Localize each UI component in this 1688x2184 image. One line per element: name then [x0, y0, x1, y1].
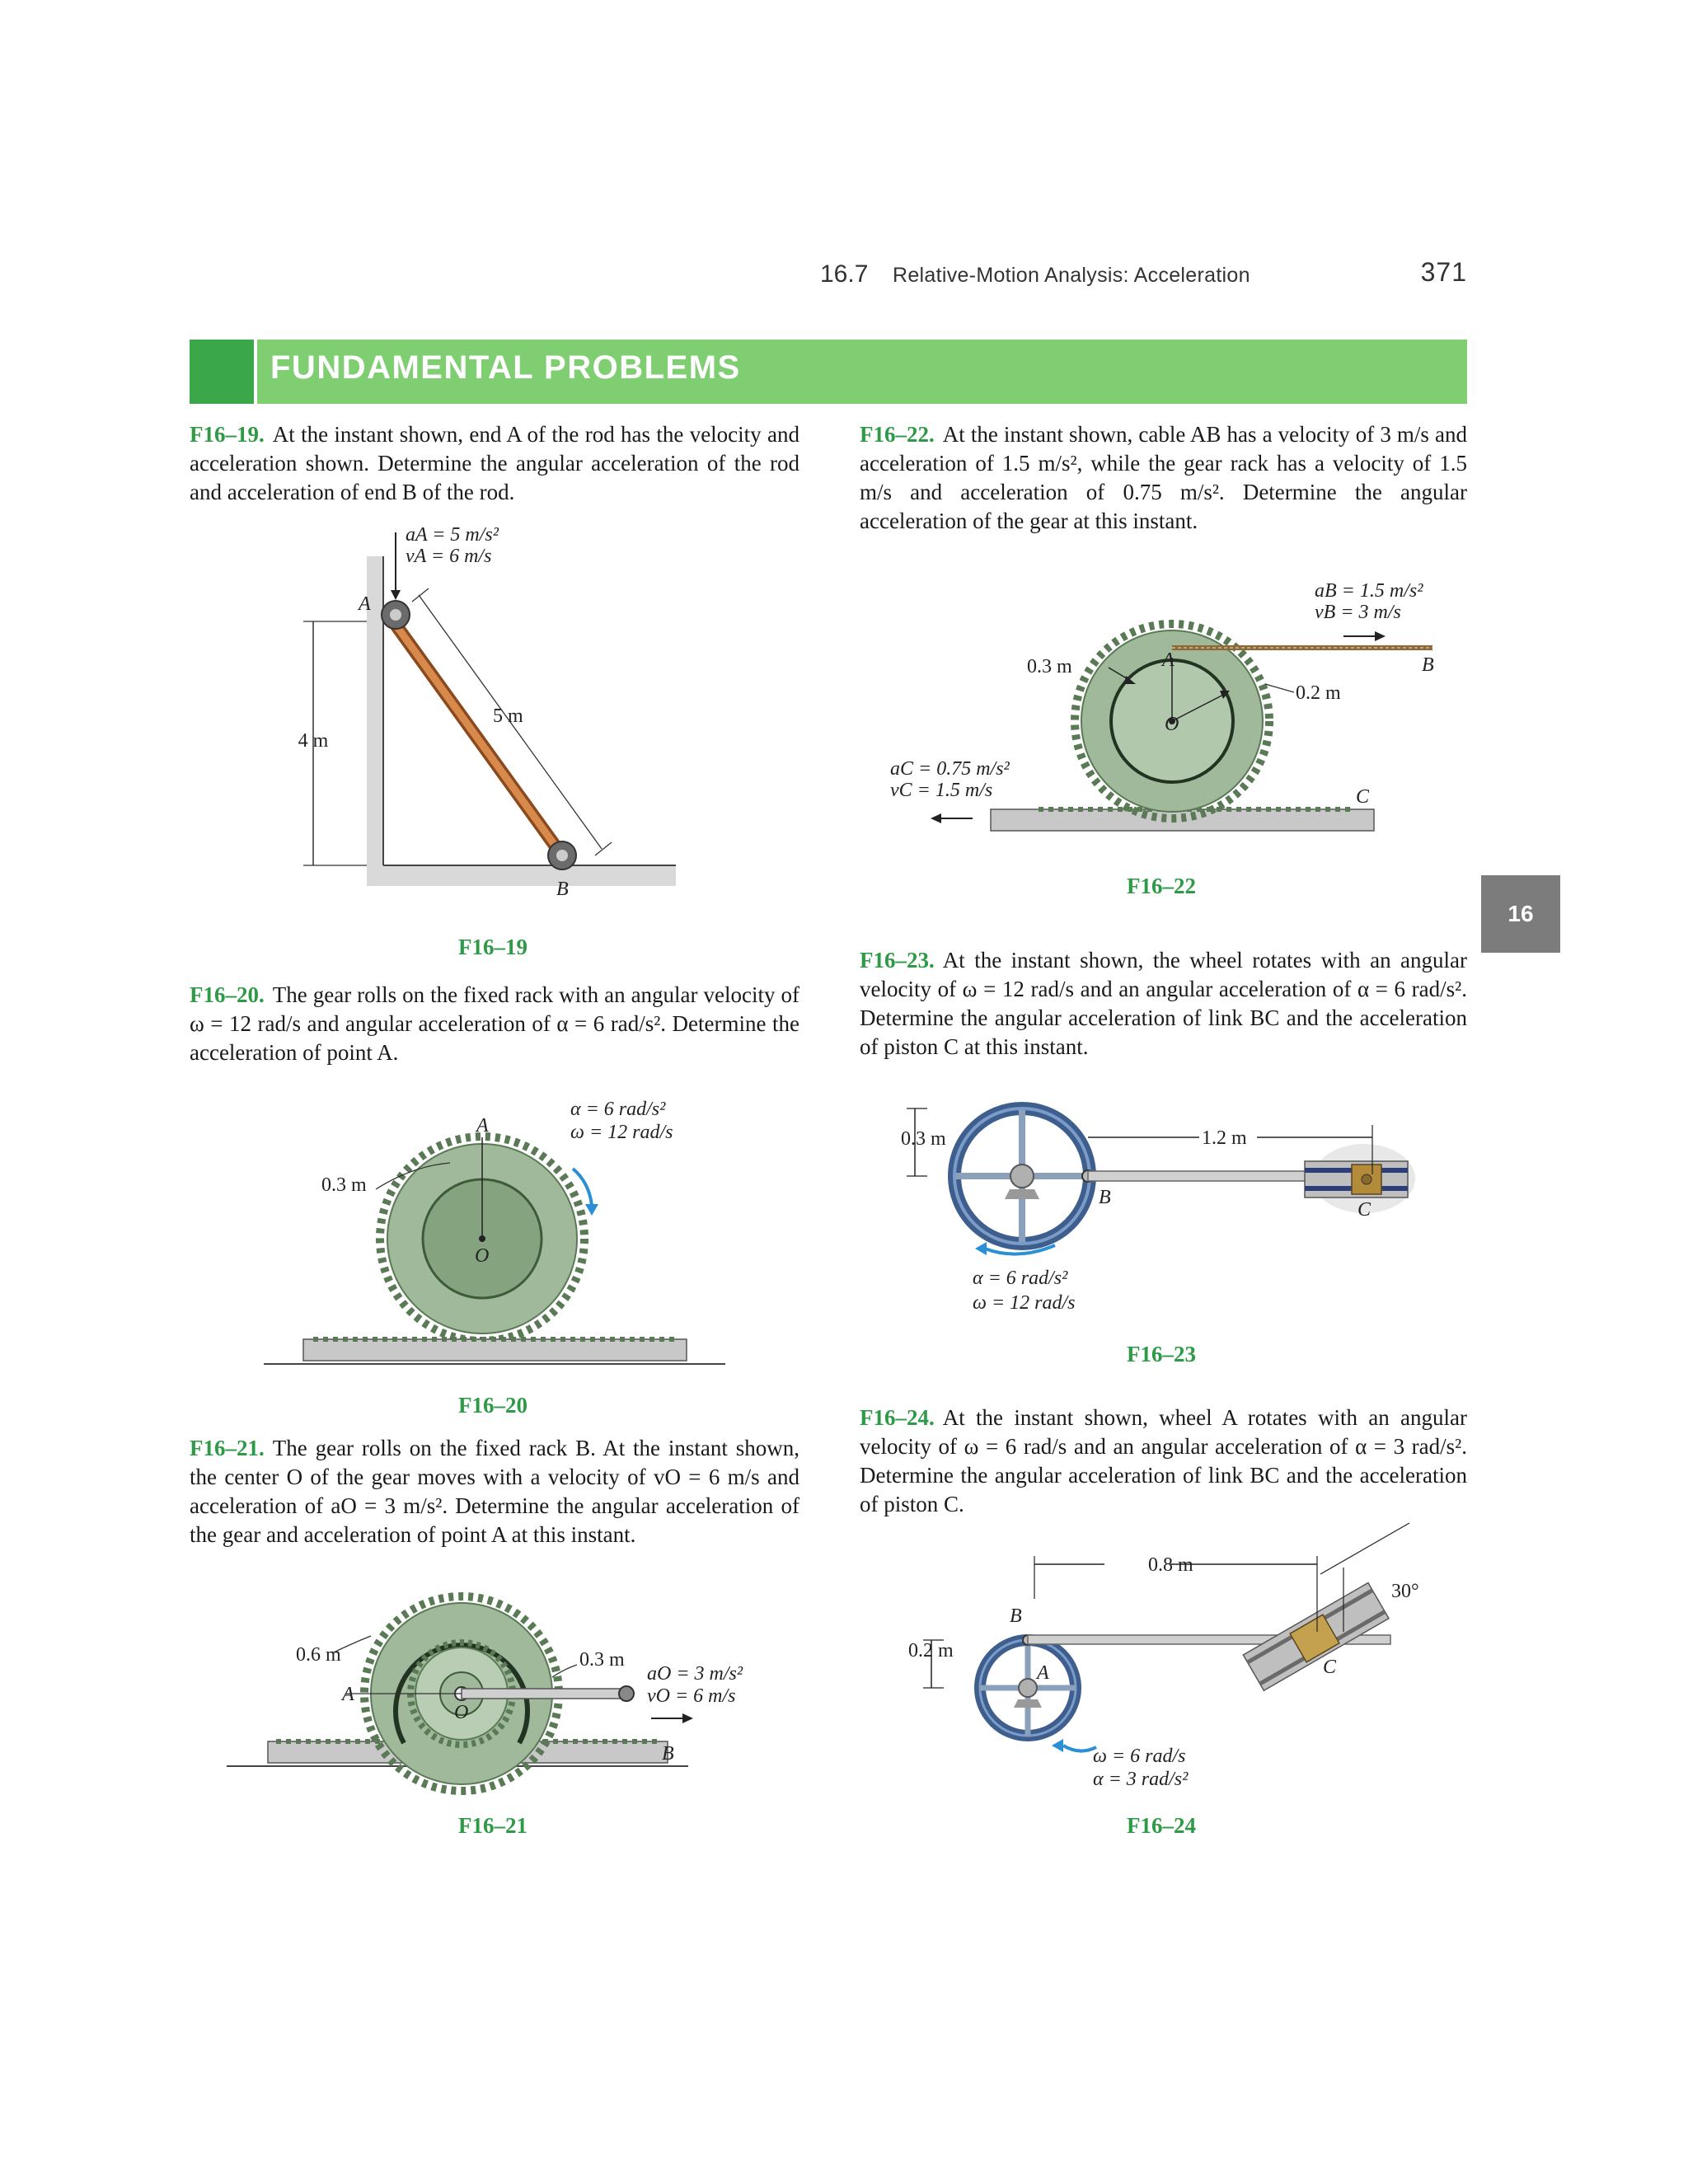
- label-r1: 0.6 m: [296, 1644, 341, 1666]
- label-length: 0.8 m: [1148, 1554, 1193, 1576]
- label-height: 4 m: [298, 730, 329, 752]
- label-aA: aA = 5 m/s²: [406, 524, 499, 546]
- figure-f16-23: [894, 1092, 1430, 1323]
- problem-f16-20: [190, 981, 799, 1067]
- section-number: 16.7: [820, 260, 869, 288]
- problem-text: At the instant shown, end A of the rod has the velocity and acceleration shown. Determine the angular acceleration of the rod and acceleration of end B of the rod.: [190, 422, 799, 504]
- label-r2: 0.3 m: [579, 1649, 625, 1671]
- label-O: O: [454, 1702, 469, 1723]
- problem-f16-24: [860, 1404, 1467, 1519]
- label-C: C: [1323, 1657, 1337, 1678]
- problem-id: F16–24.: [860, 1405, 935, 1430]
- label-C: C: [1356, 786, 1370, 808]
- banner-tab: [190, 340, 254, 404]
- label-vO: vO = 6 m/s: [647, 1685, 736, 1707]
- problem-id: F16–21.: [190, 1436, 265, 1460]
- label-B: B: [1010, 1605, 1022, 1627]
- label-A: A: [1037, 1662, 1049, 1684]
- label-alpha: α = 3 rad/s²: [1093, 1769, 1189, 1790]
- problem-f16-23: [860, 946, 1467, 1062]
- label-B: B: [1099, 1187, 1111, 1208]
- problem-text: The gear rolls on the fixed rack with an angular velocity of ω = 12 rad/s and angular acceleration of α = 6 rad/s². Determine the acceleration of point A.: [190, 982, 799, 1065]
- problem-id: F16–22.: [860, 422, 935, 447]
- figure-f16-24: [898, 1549, 1442, 1805]
- problem-f16-21: [190, 1434, 799, 1549]
- label-B: B: [1422, 654, 1434, 676]
- label-aB: aB = 1.5 m/s²: [1315, 580, 1423, 602]
- running-header: [820, 257, 1467, 295]
- caption-f16-22: F16–22: [1127, 874, 1196, 898]
- caption-f16-23: F16–23: [1127, 1342, 1196, 1366]
- figure-f16-22: [882, 569, 1459, 853]
- problem-f16-22: [860, 420, 1467, 536]
- label-length: 1.2 m: [1202, 1127, 1247, 1149]
- problem-id: F16–20.: [190, 982, 265, 1007]
- label-vB: vB = 3 m/s: [1315, 602, 1401, 623]
- page-number: 371: [1420, 257, 1467, 287]
- label-vA: vA = 6 m/s: [406, 546, 492, 567]
- label-A: A: [342, 1684, 354, 1705]
- caption-f16-19: F16–19: [458, 935, 528, 959]
- label-r2: 0.2 m: [1296, 682, 1341, 704]
- problem-id: F16–23.: [860, 948, 935, 972]
- label-angle: 30°: [1391, 1581, 1419, 1602]
- section-title: Relative-Motion Analysis: Acceleration: [893, 264, 1250, 287]
- figure-f16-19: [297, 519, 692, 907]
- label-length: 5 m: [493, 705, 523, 727]
- label-A: A: [1162, 649, 1175, 671]
- problem-text: At the instant shown, wheel A rotates with an angular velocity of ω = 6 rad/s and an angular acceleration of α = 3 rad/s². Determine the angular acceleration of link BC and the acceleration of piston C.: [860, 1405, 1467, 1516]
- label-O: O: [475, 1245, 490, 1267]
- label-O: O: [1165, 714, 1179, 735]
- link-bar: [462, 1689, 626, 1699]
- label-alpha: α = 6 rad/s²: [570, 1099, 666, 1120]
- label-C: C: [1357, 1199, 1372, 1221]
- label-vC: vC = 1.5 m/s: [890, 780, 993, 801]
- label-aC: aC = 0.75 m/s²: [890, 758, 1010, 780]
- label-A: A: [476, 1115, 489, 1137]
- label-A: A: [359, 593, 371, 615]
- caption-f16-21: F16–21: [458, 1813, 528, 1838]
- label-radius: 0.3 m: [321, 1174, 367, 1196]
- problem-text: The gear rolls on the fixed rack B. At the instant shown, the center O of the gear moves with a velocity of vO = 6 m/s and acceleration of aO = 3 m/s². Determine the angular acceleration of the gear and acceleration of point A at this instant.: [190, 1436, 799, 1547]
- problem-id: F16–19.: [190, 422, 265, 447]
- caption-f16-24: F16–24: [1127, 1813, 1196, 1838]
- banner-title: FUNDAMENTAL PROBLEMS: [270, 349, 741, 386]
- chapter-tab: 16: [1481, 875, 1560, 953]
- caption-f16-20: F16–20: [458, 1393, 528, 1418]
- figure-f16-20: [256, 1092, 750, 1376]
- label-radius: 0.3 m: [901, 1128, 946, 1150]
- problem-f16-19: [190, 420, 799, 507]
- section-banner: [190, 340, 1467, 404]
- label-radius: 0.2 m: [908, 1640, 954, 1661]
- rack: [303, 1339, 687, 1361]
- label-B: B: [662, 1743, 674, 1765]
- figure-f16-21: [227, 1595, 787, 1801]
- label-omega: ω = 12 rad/s: [973, 1292, 1076, 1314]
- problem-text: At the instant shown, the wheel rotates with an angular velocity of ω = 12 rad/s and an angular acceleration of α = 6 rad/s². Determine the angular acceleration of link BC and the acceleration of piston C at this instant.: [860, 948, 1467, 1059]
- label-aO: aO = 3 m/s²: [647, 1663, 743, 1685]
- label-r1: 0.3 m: [1027, 656, 1072, 677]
- label-omega: ω = 12 rad/s: [570, 1122, 673, 1143]
- label-alpha: α = 6 rad/s²: [973, 1268, 1068, 1289]
- problem-text: At the instant shown, cable AB has a velocity of 3 m/s and acceleration of 1.5 m/s², while the gear rack has a velocity of 1.5 m/s and acceleration of 0.75 m/s². Determine the angular acceleration of the gear at this instant.: [860, 422, 1467, 533]
- label-omega: ω = 6 rad/s: [1093, 1746, 1186, 1767]
- label-B: B: [556, 879, 569, 900]
